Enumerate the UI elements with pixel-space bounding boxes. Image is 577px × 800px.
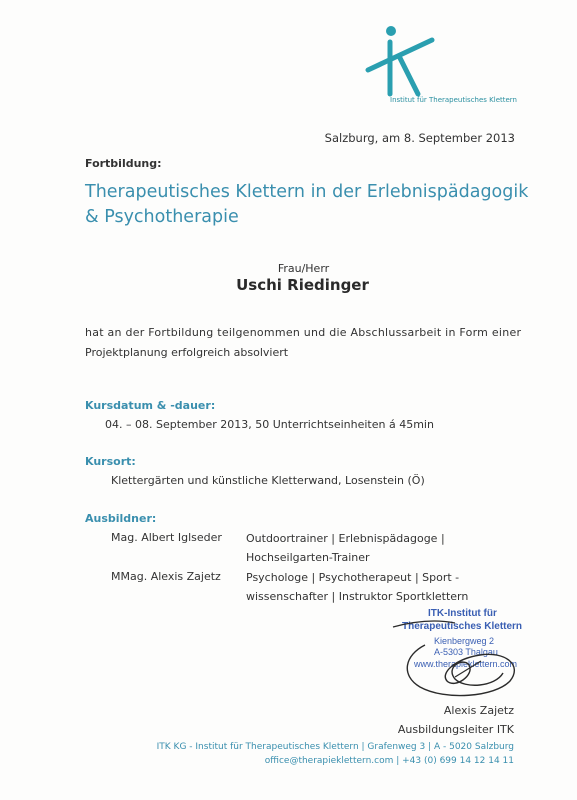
footer-contact: office@therapieklettern.com | +43 (0) 699 14 12 14 11 <box>264 756 514 766</box>
participant-name: Uschi Riedinger <box>236 276 369 294</box>
logo-caption: Institut für Therapeutisches Klettern <box>390 96 517 104</box>
course-title <box>85 180 528 230</box>
kursort-label: Kursort: <box>85 455 136 468</box>
trainer-name: MMag. Alexis Zajetz <box>111 570 221 583</box>
stamp-line: Kienbergweg 2 <box>434 636 495 646</box>
stamp-line: ITK-Institut für <box>428 608 497 619</box>
course-title-line: & Psychotherapie <box>85 207 239 227</box>
signer-role: Ausbildungsleiter ITK <box>397 723 514 736</box>
course-title-line: Therapeutisches Klettern in der Erlebnispädagogik <box>85 182 529 202</box>
footer-address: ITK KG - Institut für Therapeutisches Klettern | Grafenweg 3 | A - 5020 Salzburg <box>156 742 514 752</box>
trainer-description-line: Psychologe | Psychotherapeut | Sport - <box>246 571 460 584</box>
issue-date: Salzburg, am 8. September 2013 <box>324 131 515 145</box>
stamp-line: A-5303 Thalgau <box>434 647 498 657</box>
statement-line: Projektplanung erfolgreich absolviert <box>85 346 289 359</box>
kursdatum-value: 04. – 08. September 2013, 50 Unterrichtseinheiten á 45min <box>105 418 434 431</box>
signature <box>385 615 535 705</box>
trainer-description-line: wissenschafter | Instruktor Sportklettern <box>246 590 469 603</box>
fortbildung-label: Fortbildung: <box>85 157 162 170</box>
stamp-line: www.therapieklettern.com <box>414 659 518 669</box>
itk-logo <box>360 18 520 108</box>
trainer-description <box>246 529 445 567</box>
trainer-description <box>246 568 468 606</box>
trainer-name: Mag. Albert Iglseder <box>111 531 222 544</box>
trainer-description-line: Hochseilgarten-Trainer <box>246 551 370 564</box>
stamp-line: Therapeutisches Klettern <box>402 621 523 632</box>
completion-statement <box>85 323 521 363</box>
salutation: Frau/Herr <box>277 262 330 275</box>
statement-line: hat an der Fortbildung teilgenommen und die Abschlussarbeit in Form einer <box>85 326 522 339</box>
trainer-description-line: Outdoortrainer | Erlebnispädagoge | <box>246 532 445 545</box>
kursort-value: Klettergärten und künstliche Kletterwand, Losenstein (Ö) <box>111 474 425 487</box>
signer-name: Alexis Zajetz <box>443 704 514 717</box>
ausbildner-label: Ausbildner: <box>85 512 157 525</box>
kursdatum-label: Kursdatum & -dauer: <box>85 399 216 412</box>
